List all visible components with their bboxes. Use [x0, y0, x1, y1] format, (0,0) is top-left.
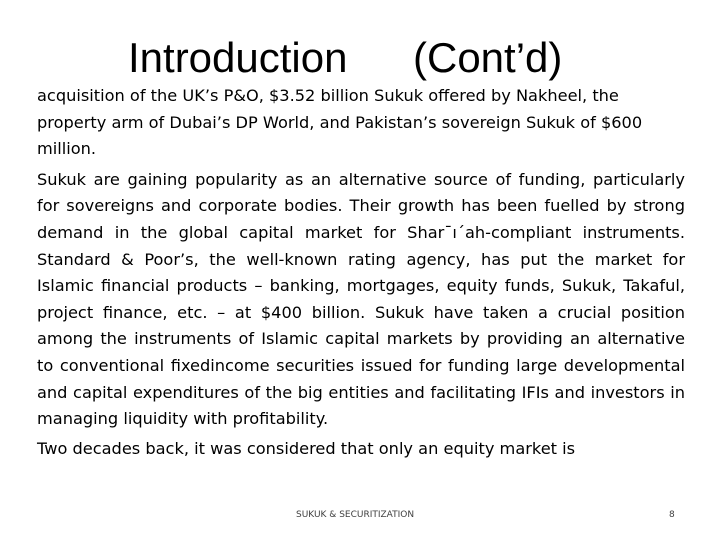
paragraph-sukuk-popularity: Sukuk are gaining popularity as an alternative source of funding, particularly for sovereigns and corporate bodies. Their growth has been fuelled by strong demand in the global capital market for Shar¯ı´ah-compliant instruments. Standard & Poor’s, the well-known rating agency, has put the market for Islamic financial products – banking, mortgages, equity funds, Sukuk, Takaful, project finance, etc. – at $400 billion. Sukuk have taken a crucial position among the instruments of Islamic capital markets by providing an alternative to conventional fixedincome securities issued for funding large developmental and capital expenditures of the big entities and facilitating IFIs and investors in managing liquidity with profitability. [37, 169, 685, 429]
slide-title-continued: (Cont’d) [413, 34, 563, 81]
slide-title-main: Introduction [128, 34, 348, 81]
paragraph-two-decades: Two decades back, it was considered that only an equity market is [37, 438, 576, 458]
slide-footer [0, 508, 720, 524]
page-number: 8 [669, 510, 675, 520]
paragraph-acquisition: acquisition of the UK’s P&O, $3.52 billion Sukuk offered by Nakheel, the property arm of Dubai’s DP World, and Pakistan’s sovereign Sukuk of $600 million. [37, 86, 643, 159]
slide-body [37, 83, 685, 462]
footer-title: SUKUK & SECURITIZATION [296, 510, 415, 520]
slide-title [0, 30, 720, 86]
